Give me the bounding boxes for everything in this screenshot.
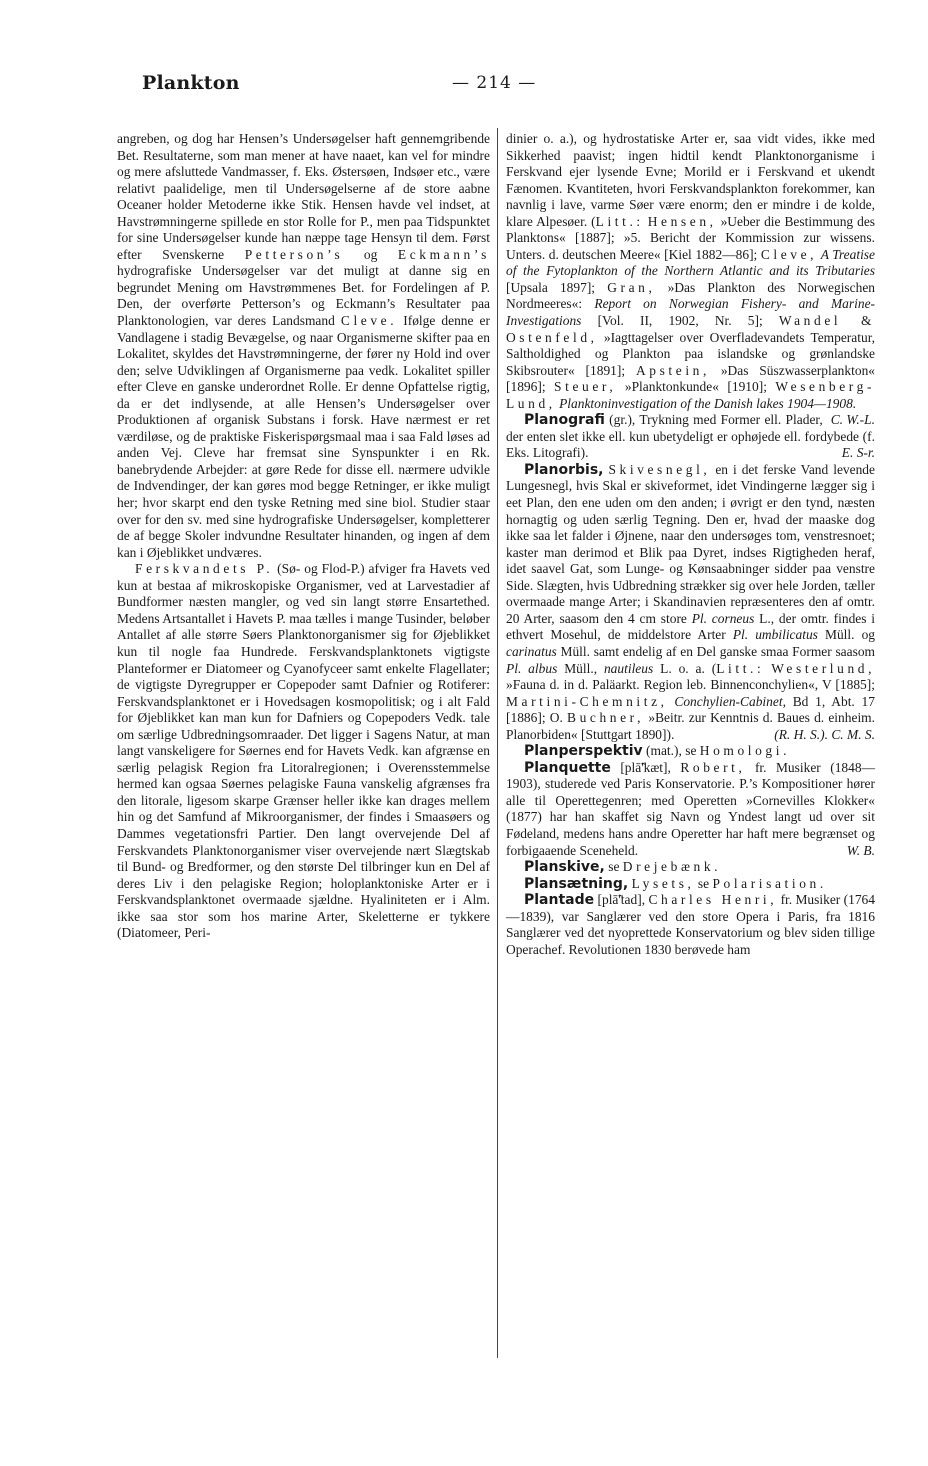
name-eckmann: Eckmann’s bbox=[397, 246, 490, 262]
author-signature: C. W.-L. bbox=[830, 412, 875, 428]
entry-planquette: Planquette [plā̃'kæt], Robert, fr. Musiker (1848—1903), studerede ved Paris Konservatorie. P.’s Kompositioner hører alle til Operettegenren; med Operetten »Cornevilles Klokker« (1877) har han skaffet sig Navn og Yndest langt ud over sit Fødeland, medens hans andre Operetter har haft mere begrænset og forbigaaende Sceneheld. W. B. bbox=[506, 759, 876, 858]
entry-plantade: Plantade [plā̃'tad], Charles Henri, fr. Musiker (1764—1839), var Sanglærer ved den store Opera i Paris, fra 1816 Sanglærer ved det nyoprettede Konservatorium og blev siden tillige Operachef. Revolutionen 1830 berøvede ham bbox=[506, 892, 875, 957]
paragraph-ferskvand-continued: dinier o. a.), og hydrostatiske Arter er, saa vidt vides, ikke med Sikkerhed paavist; ingen hidtil kendt Planktonorganisme i Ferskvand ejer lysende Evne; Morild er i Ferskvand et ukendt Fænomen. Kvantiteten, hvori Ferskvandsplankton forekommer, kan navnlig i lave, varme Søer være enorm; den er mindre i de kolde, klare Alpesøer. (Litt.: Hensen, »Ueber die Bestimmung des Planktons« [1887]; »5. Bericht der Kommission zur wissens. Unters. d. deutschen Meere« [Kiel 1882—86]; Cleve, A Treatise of the Fytoplankton of the Northern Atlantic and its Tributaries [Upsala 1897]; Gran, »Das Plankton des Norwegischen Nordmeeres«: Report on Norwegian Fishery- and Marine-Investigations [Vol. II, 1902, Nr. 5]; Wandel & Ostenfeld, »Iagttagelser over Overfladevandets Temperatur, Saltholdighed og Plankton paa islandske og grønlandske Skibsrouter« [1891]; Apstein, »Das Süszwasserplankton« [1896]; Steuer, »Planktonkunde« [1910]; Wesenberg-Lund, Planktoninvestigation of the Danish lakes 1904—1908. C. W.-L. bbox=[506, 131, 876, 428]
name-petterson: Petterson’s bbox=[244, 246, 344, 262]
lemma-planorbis: Planorbis, bbox=[524, 461, 604, 478]
left-column bbox=[117, 131, 490, 942]
running-head-title: Plankton bbox=[142, 72, 240, 94]
entry-planorbis: Planorbis, Skivesnegl, en i det ferske Vand levende Lungesnegl, hvis Skal er skiveformet, idet Vindingerne lægger sig i eet Plan, den ene uden om den anden; i øvrigt er den tynd, næsten hornagtig og uden særlig Tegning. Den er, hvad der maaske dog ikke saa let falder i Øjnene, naar den undersøges tom, venstresnoet; kaster man derimod et Blik paa Dyret, indses Rigtigheden heraf, idet saavel Gat, som Lunge- og Kønsaabninger sidder paa venstre Side. Slægten, hvis Udbredning strækker sig over hele Jorden, tæller overmaade mange Arter; i Skandinavien repræsenteres den af omtr. 20 Arter, saasom den 4 cm store Pl. corneus L., der omtr. findes i ethvert Mosehul, de middelstore Arter Pl. umbilicatus Müll. og carinatus Müll. samt endelig af en Del ganske smaa Former saasom Pl. albus Müll., nautileus L. o. a. (Litt.: Westerlund, »Fauna d. in d. Paläarkt. Region leb. Binnenconchylien«, V [1885]; Martini-Chemnitz, Conchylien-Cabinet, Bd 1, Abt. 17 [1886]; O. Buchner, »Beitr. zur Kenntnis d. Baues d. einheim. Planorbiden« [Stuttgart 1890]). (R. H. S.). C. M. S. bbox=[506, 461, 876, 742]
author-signature: (R. H. S.). C. M. S. bbox=[774, 726, 875, 742]
lemma-planperspektiv: Planperspektiv bbox=[524, 743, 643, 760]
author-signature: W. B. bbox=[846, 842, 875, 858]
lemma-planskive: Planskive, bbox=[524, 859, 605, 876]
paragraph-hensen: angreben, og dog har Hensen’s Undersøgelser haft gennemgribende Bet. Resultaterne, som man mener at have naaet, kan vel for mindre og mere afsluttede Vandmasser, f. Eks. Østersøen, Indsøer etc., være relativt paalidelige, men til Undersøgelserne af de store aabne Oceaner holder Metoderne ikke Stik. Hensen havde vel indset, at Havstrømningerne spillede en stor Rolle for P., men paa Tidspunktet for sine Undersøgelser kunde han næppe tage Hensyn til dem. Først efter Svenskerne Petterson’s og Eckmann’s hydrografiske Undersøgelser var det muligt at danne sig en begrundet Mening om Havstrømmenes Bet. for Fordelingen af P. Den, der overførte Petterson’s og Eckmann’s Resultater paa Planktonologien, var deres Landsmand Cleve. Ifølge denne er Vandlagene i stadig Bevægelse, og naar Organismerne skifter paa en Lokalitet, skyldes det Havstrømningerne, der fører ny Hold ind over den; selve Udviklingen af Organismerne paa vedk. Lokalitet spiller efter Cleve en ganske underordnet Rolle. Er denne Opfattelse rigtig, da er det indlysende, at alle Hensen’s Undersøgelser over Produktionen af organisk Substans i forsk. Have nærmest er ret værdiløse, og de praktiske Fiskerispørgsmaal maa i saa Fald løses ad anden Vej. Cleve har fremsat sine Synspunkter i en Rk. banebrydende Arbejder: at gøre Rede for disse ell. nærmere udvikle de Indvendinger, der kan gøres mod begge Retninger, er ikke muligt her; hvor skarpt end den tyske Retning med sine biol. Studier staar over for den sv. med sine hydrografiske Undersøgelser, kompletterer de af begge Skoler indvundne Resultater hinanden, og ingen af dem kan i Øjeblikket undværes. bbox=[117, 131, 490, 560]
lemma-planografi: Planografi bbox=[524, 412, 605, 429]
name-cleve: Cleve. bbox=[340, 313, 398, 329]
entry-planskive: Planskive, se Drejebænk. bbox=[524, 859, 722, 876]
lemma-plansaetning: Plansætning, bbox=[524, 875, 629, 892]
paragraph-ferskvand: Ferskvandets P. (Sø- og Flod-P.) afviger fra Havets ved kun at bestaa af mikroskopiske Organismer, ved at Larvestadier af Bundformer næsten mangler, og ved sin langt større Ensartethed. Medens Artsantallet i Havets P. maa tælles i mange Tusinder, beløber Antallet af alle større Søers Planktonorganismer sig for Øjeblikket kun til nogle faa Hundrede. Ferskvandsplanktonets vigtigste Planteformer er Diatomeer og Cyanofyceer samt enkelte Flagellater; de vigtigste Dyregrupper er Copepoder samt Dafnier og Rotiferer: Ferskvandsplanktonet er i Hovedsagen kosmopolitisk; og i alt Fald for Øjeblikket kan man kun for Dafniers og Copepoders Vedk. tale om særlige Udbredningsomraader. Det ligger i Sagens Natur, at man langt vanskeligere for Søernes end for Havets Vedk. kan afgrænse en særlig pelagisk Region fra Litoralregionen; i Overensstemmelse hermed kan ogsaa Søernes pelagiske Fauna vanskelig afgrænses fra den litorale, ligesom skarpe Grænser heller ikke kan drages mellem hin og det Samfund af Mikroorganismer, der findes i Smaasøers og Dammes vegetationsfri Partier. Den langt overvejende Del af Ferskvandets Planktonorganismer viser overvejende nært Slægtskab til Bund- og Bredformer, og den største Del tilbringer kun en Del af deres Liv i den pelagiske Region; holoplanktoniske Arter er i Ferskvandsplanktonet overmaade sjældne. Hyaliniteten er i Alm. ikke saa stor som hos marine Arter, Skeletterne er tykkere (Diatomeer, Peri- bbox=[117, 561, 491, 941]
entry-plansaetning: Plansætning, Lysets, se Polarisation. bbox=[524, 875, 827, 892]
term-ferskvandets-p: Ferskvandets P. bbox=[135, 561, 274, 577]
lemma-plantade: Plantade bbox=[524, 892, 595, 909]
lemma-planquette: Planquette bbox=[524, 759, 611, 776]
column-divider bbox=[497, 128, 498, 1358]
right-column bbox=[506, 131, 875, 958]
entry-planperspektiv: Planperspektiv (mat.), se Homologi. bbox=[524, 743, 791, 760]
page-number: — 214 — bbox=[452, 73, 537, 93]
entry-planografi: Planografi (gr.), Trykning med Former ell. Plader, der enten slet ikke ell. kun ubetydeligt er ophøjede ell. fordybede (f. Eks. Litografi). E. S-r. bbox=[506, 412, 875, 461]
running-head bbox=[142, 72, 884, 102]
author-signature: E. S-r. bbox=[841, 445, 875, 461]
